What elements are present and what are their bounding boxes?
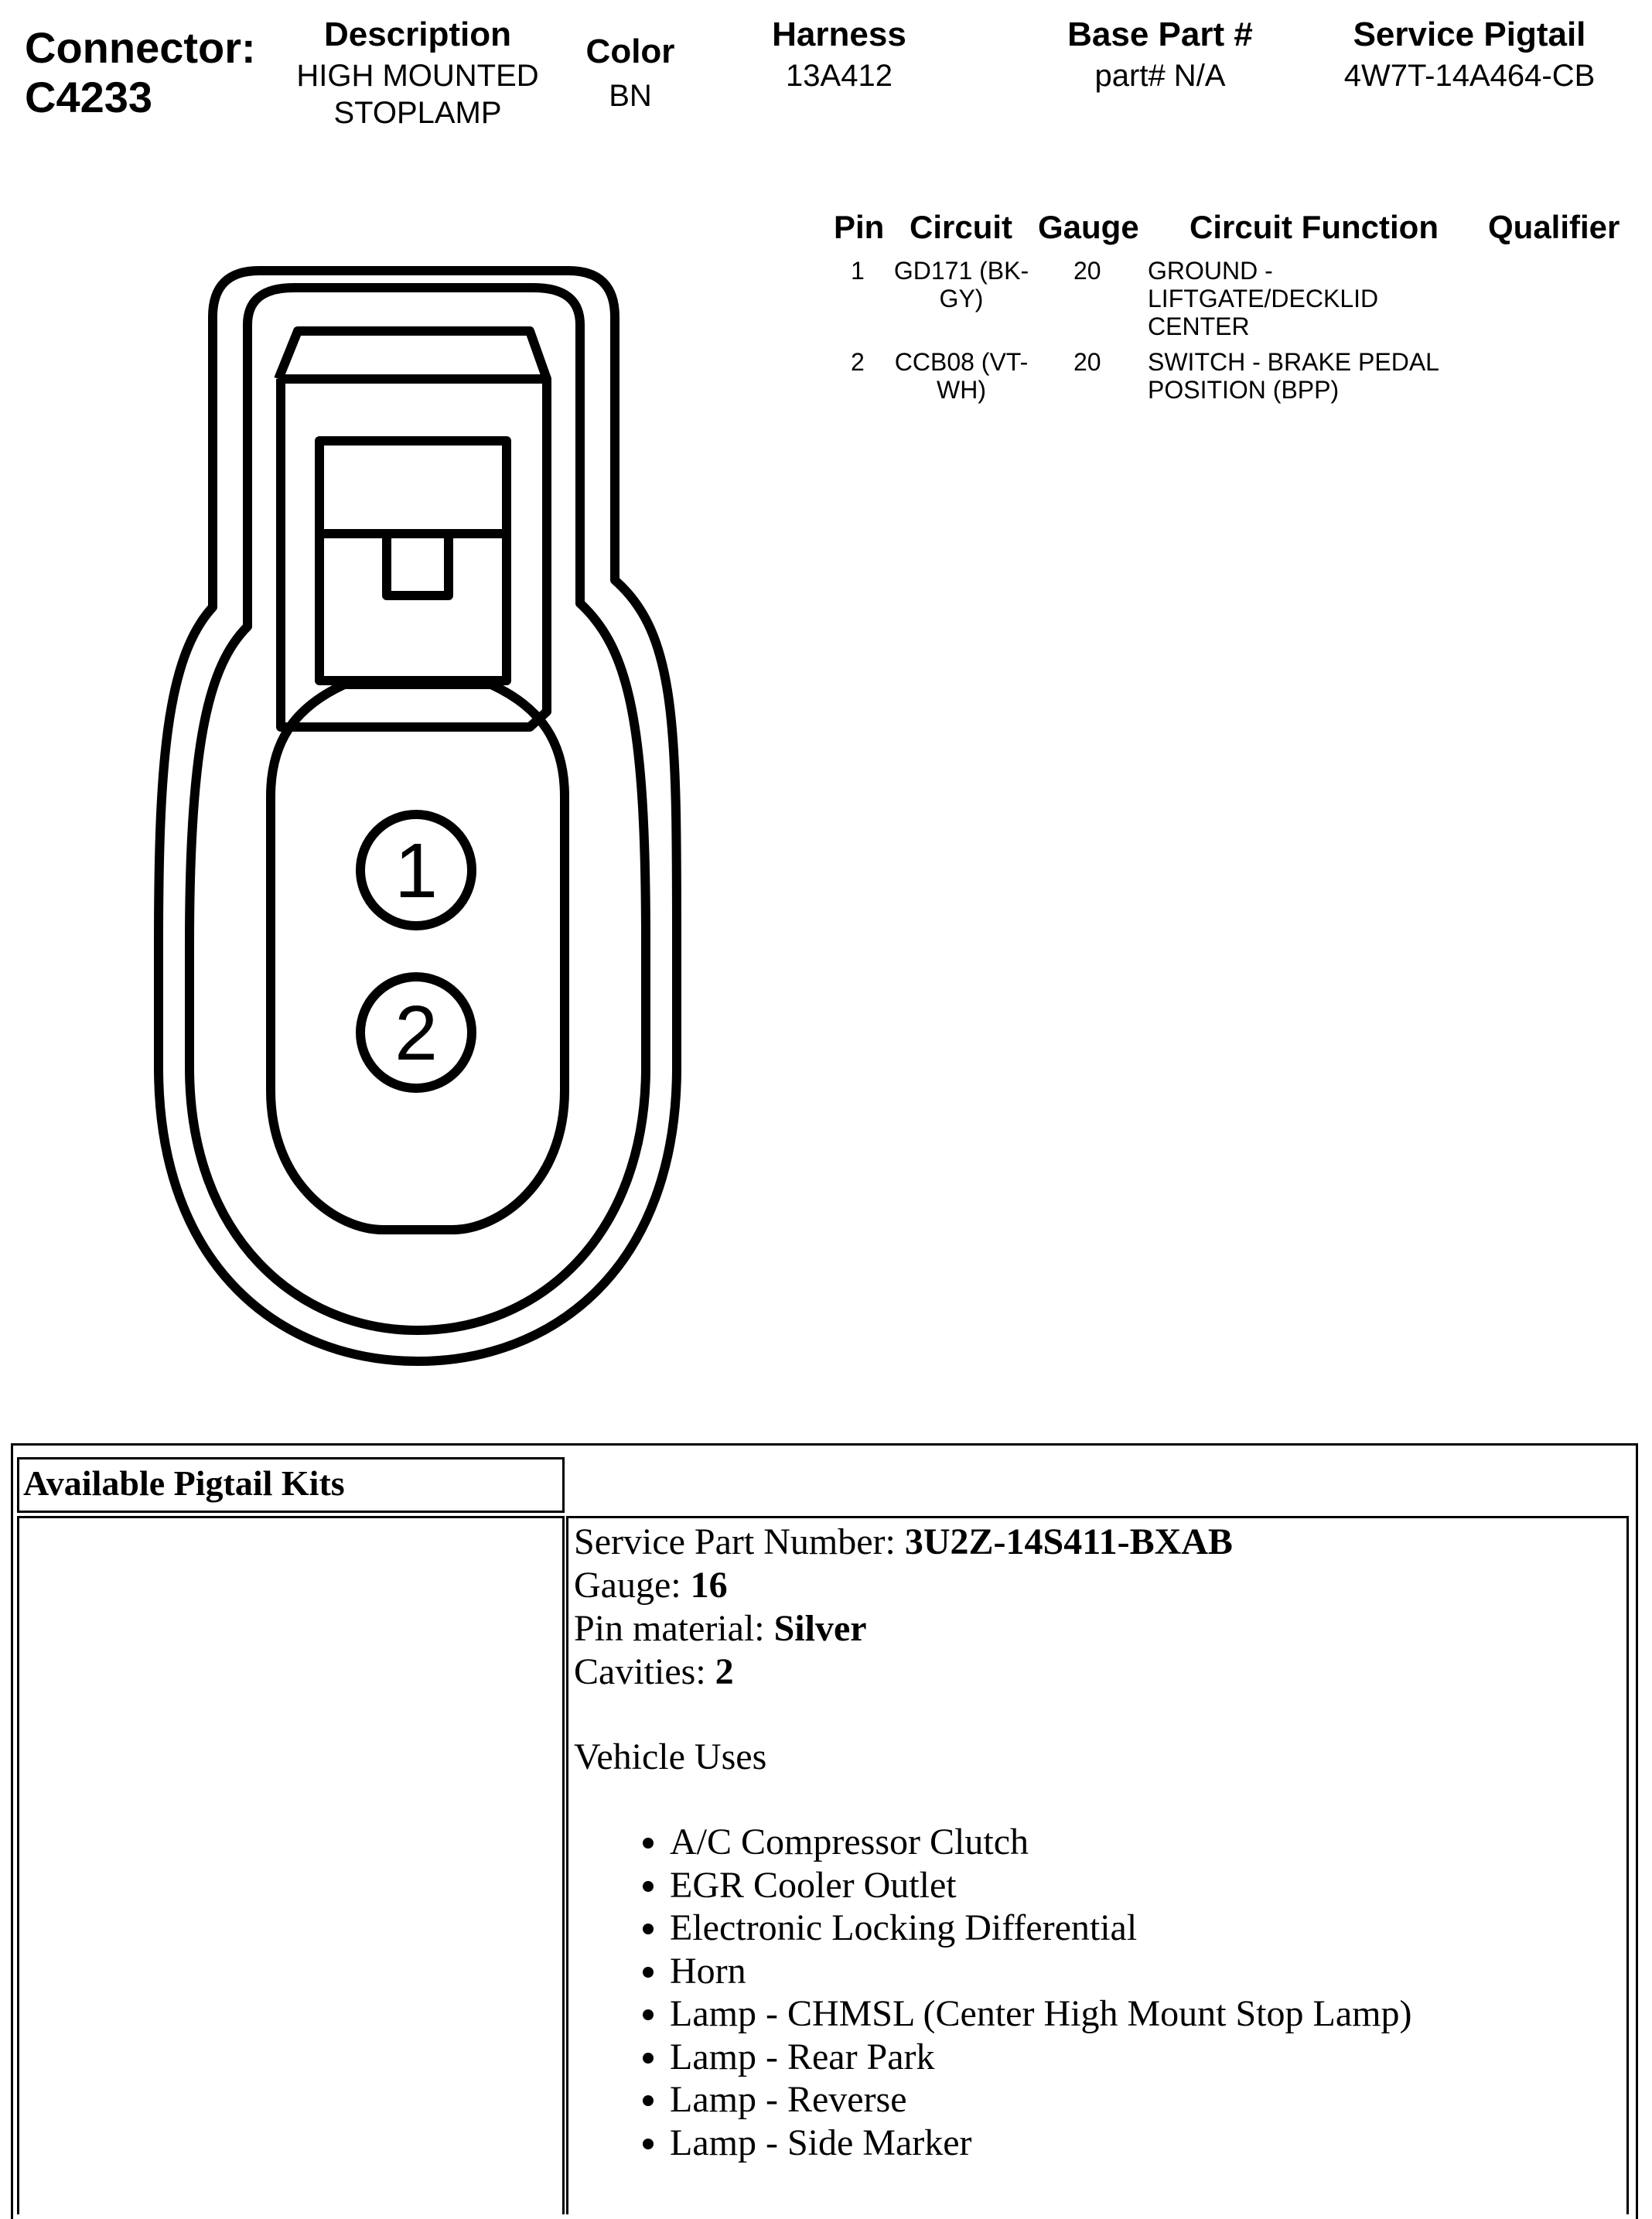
qualifier-header: Qualifier — [1488, 209, 1620, 245]
gauge-cell: 20 — [1073, 257, 1101, 285]
color-column — [541, 32, 719, 114]
description-label: Description — [323, 15, 512, 53]
service-part-label: Service Part Number: — [574, 1521, 905, 1562]
circuit-header: Circuit — [910, 209, 1013, 245]
service-pigtail-label: Service Pigtail — [1353, 15, 1586, 53]
list-item: • Lamp - Rear Park — [670, 2036, 1411, 2079]
harness-column — [708, 15, 971, 94]
connector-label: Connector: — [25, 23, 256, 72]
pin-1-label: 1 — [394, 828, 438, 914]
circuit-cell — [880, 348, 1043, 404]
circuit-function-header: Circuit Function — [1190, 209, 1439, 245]
gauge-label: Gauge: — [574, 1565, 691, 1606]
function-cell — [1148, 348, 1439, 404]
function-line2: POSITION (BPP) — [1148, 376, 1340, 404]
list-item: • EGR Cooler Outlet — [670, 1864, 1411, 1907]
description-line1: HIGH MOUNTED — [296, 59, 539, 93]
function-line1: SWITCH - BRAKE PEDAL — [1148, 348, 1439, 376]
function-line3: CENTER — [1148, 312, 1250, 340]
pin-header: Pin — [834, 209, 885, 245]
gauge-header: Gauge — [1038, 209, 1139, 245]
cavities-line — [574, 1651, 1233, 1694]
latch-frame — [319, 441, 507, 681]
list-item: • Lamp - Side Marker — [670, 2122, 1411, 2165]
pin-material-value: Silver — [773, 1608, 867, 1649]
latch-top — [278, 331, 547, 379]
pin-material-line — [574, 1607, 1233, 1651]
base-part-column — [1005, 15, 1315, 94]
pin-number: 1 — [851, 257, 865, 285]
circuit-cell — [880, 257, 1043, 312]
function-line1: GROUND - — [1148, 257, 1273, 285]
gauge-value: 16 — [690, 1565, 728, 1606]
kits-empty-cell — [17, 1516, 565, 2214]
circuit-line2: WH) — [937, 376, 986, 404]
list-item: • Lamp - CHMSL (Center High Mount Stop Lamp) — [670, 1992, 1411, 2036]
description-column — [255, 15, 580, 131]
color-label: Color — [585, 32, 675, 70]
circuit-line2: GY) — [939, 285, 984, 312]
connector-diagram — [151, 263, 684, 1377]
connector-id: C4233 — [25, 73, 153, 121]
pin-body — [271, 684, 565, 1230]
service-pigtail-column — [1299, 15, 1640, 94]
service-pigtail-value: 4W7T-14A464-CB — [1343, 59, 1596, 93]
cavities-value: 2 — [715, 1651, 734, 1692]
vehicle-uses-label: Vehicle Uses — [574, 1736, 767, 1777]
latch-notch — [387, 534, 449, 596]
list-item: • Lamp - Reverse — [670, 2078, 1411, 2122]
gauge-cell: 20 — [1073, 348, 1101, 376]
circuit-line1: CCB08 (VT- — [894, 348, 1029, 376]
kits-title: Available Pigtail Kits — [23, 1463, 345, 1503]
pin-2-label: 2 — [394, 990, 438, 1077]
list-item: • Electronic Locking Differential — [670, 1907, 1411, 1950]
gauge-line — [574, 1564, 1233, 1607]
description-line2: STOPLAMP — [333, 96, 502, 130]
base-part-label: Base Part # — [1067, 15, 1253, 53]
cavities-label: Cavities: — [574, 1651, 715, 1692]
circuit-line1: GD171 (BK- — [893, 257, 1029, 285]
function-line2: LIFTGATE/DECKLID — [1148, 285, 1379, 312]
harness-value: 13A412 — [786, 59, 893, 93]
vehicle-uses-list — [574, 1821, 1411, 2164]
list-item: • A/C Compressor Clutch — [670, 1821, 1411, 1864]
pin-number: 2 — [851, 348, 865, 376]
function-cell — [1148, 257, 1378, 340]
base-part-value: part# N/A — [1094, 59, 1226, 93]
pin-material-label: Pin material: — [574, 1608, 774, 1649]
list-item: • Horn — [670, 1950, 1411, 1993]
service-part-line — [574, 1521, 1233, 1564]
harness-label: Harness — [772, 15, 906, 53]
kits-details — [574, 1521, 1233, 1779]
color-value: BN — [609, 79, 652, 113]
service-part-value: 3U2Z-14S411-BXAB — [904, 1521, 1233, 1562]
